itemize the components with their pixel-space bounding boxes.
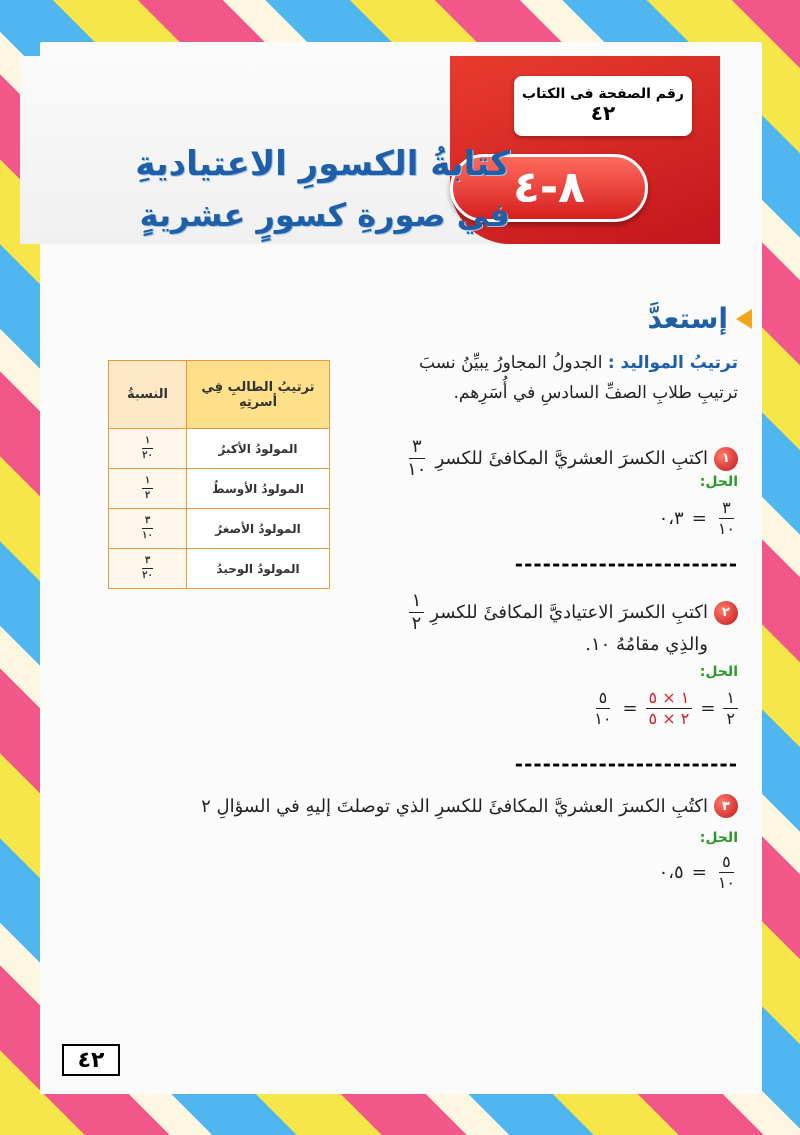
step-fraction: $\frac{١ \times ٥}{٢ \times ٥}$ <box>646 690 693 727</box>
table-row <box>109 429 330 469</box>
given-fraction: $\frac{١}{٢}$ <box>723 690 738 727</box>
solution-equation: $\frac{٥}{١٠}$ = $\frac{١ \times ٥}{٢ \times ٥}$ = $\frac{١}{٢}$ <box>591 690 738 727</box>
table-row <box>109 549 330 589</box>
question-3 <box>201 794 738 818</box>
result-fraction: $\frac{٥}{١٠}$ <box>594 688 612 728</box>
table-cell-rank: المولودُ الأصغرُ <box>187 509 330 549</box>
table-header-row <box>109 361 330 429</box>
triangle-icon <box>736 309 752 329</box>
question-2 <box>409 592 738 633</box>
table-cell-rank: المولودُ الوحيدُ <box>187 549 330 589</box>
separator-line: ------------------------ <box>514 552 738 576</box>
solution-label: الحل: <box>699 474 738 490</box>
solution-fraction: $\frac{٣}{١٠}$ <box>717 498 735 538</box>
table-cell-ratio: $\frac{٣}{٢٠}$ <box>109 549 187 589</box>
separator-line: ------------------------ <box>514 752 738 776</box>
intro-paragraph <box>388 348 738 408</box>
lesson-number: ٨-٤ <box>450 154 648 222</box>
table-cell-rank: المولودُ الأكبرُ <box>187 429 330 469</box>
table-header-ratio: النسبةُ <box>109 361 187 429</box>
table-cell-ratio: $\frac{٣}{١٠}$ <box>109 509 187 549</box>
question-number-badge: ١ <box>714 447 738 471</box>
page-number: ٤٢ <box>62 1044 120 1076</box>
solution-result: ٠،٣ <box>658 508 684 529</box>
page-reference-label: رقم الصفحة فى الكتاب <box>522 86 684 102</box>
solution-fraction: $\frac{٥}{١٠}$ <box>717 852 735 892</box>
solution-label: الحل: <box>699 830 738 846</box>
question-fraction: $\frac{٣}{١٠}$ <box>407 436 427 480</box>
table-row <box>109 509 330 549</box>
section-heading <box>647 302 752 335</box>
table-cell-ratio: $\frac{١}{٢}$ <box>109 469 187 509</box>
table-header-rank: ترتيبُ الطالبِ فِي أسرتِهِ <box>187 361 330 429</box>
question-text: اكتبِ الكسرَ العشريَّ المكافئَ للكسرِ <box>435 448 708 469</box>
lesson-title-line1: كتابةُ الكسورِ الاعتياديةِ <box>135 144 510 184</box>
question-2-line2 <box>585 634 708 655</box>
question-number-badge: ٢ <box>714 601 738 625</box>
table-row <box>109 469 330 509</box>
question-number-badge: ٣ <box>714 794 738 818</box>
page-reference-box <box>514 76 692 136</box>
table-cell-rank: المولودُ الأوسطُ <box>187 469 330 509</box>
solution-equation: ٠،٣ = $\frac{٣}{١٠}$ <box>659 500 738 537</box>
intro-highlight: ترتيبُ المواليد : <box>607 353 738 373</box>
section-label: إستعدَّ <box>647 302 728 335</box>
question-text-line2: والذِي مقامُهُ ١٠. <box>585 634 708 655</box>
solution-equation: ٠،٥ = $\frac{٥}{١٠}$ <box>659 854 738 891</box>
solution-result: ٠،٥ <box>658 862 684 883</box>
solution-label: الحل: <box>699 664 738 680</box>
question-1 <box>404 438 738 479</box>
table-cell-ratio: $\frac{١}{٢٠}$ <box>109 429 187 469</box>
question-text: اكتبِ الكسرَ الاعتياديَّ المكافئَ للكسرِ <box>430 602 708 623</box>
birth-order-table <box>108 360 330 589</box>
lesson-title-line2: في صورةِ كسورٍ عشريةٍ <box>139 196 510 234</box>
question-text: اكتُبِ الكسرَ العشريَّ المكافئَ للكسرِ الذي توصلتَ إليهِ في السؤالِ ٢ <box>201 795 708 817</box>
page-reference-number: ٤٢ <box>590 101 616 125</box>
question-fraction: $\frac{١}{٢}$ <box>409 592 425 633</box>
intro-text: الجدولُ المجاورُ يبيِّنُ نسبَ ترتيبِ طلابِ الصفِّ السادسِ في أُسَرِهم. <box>419 353 738 403</box>
